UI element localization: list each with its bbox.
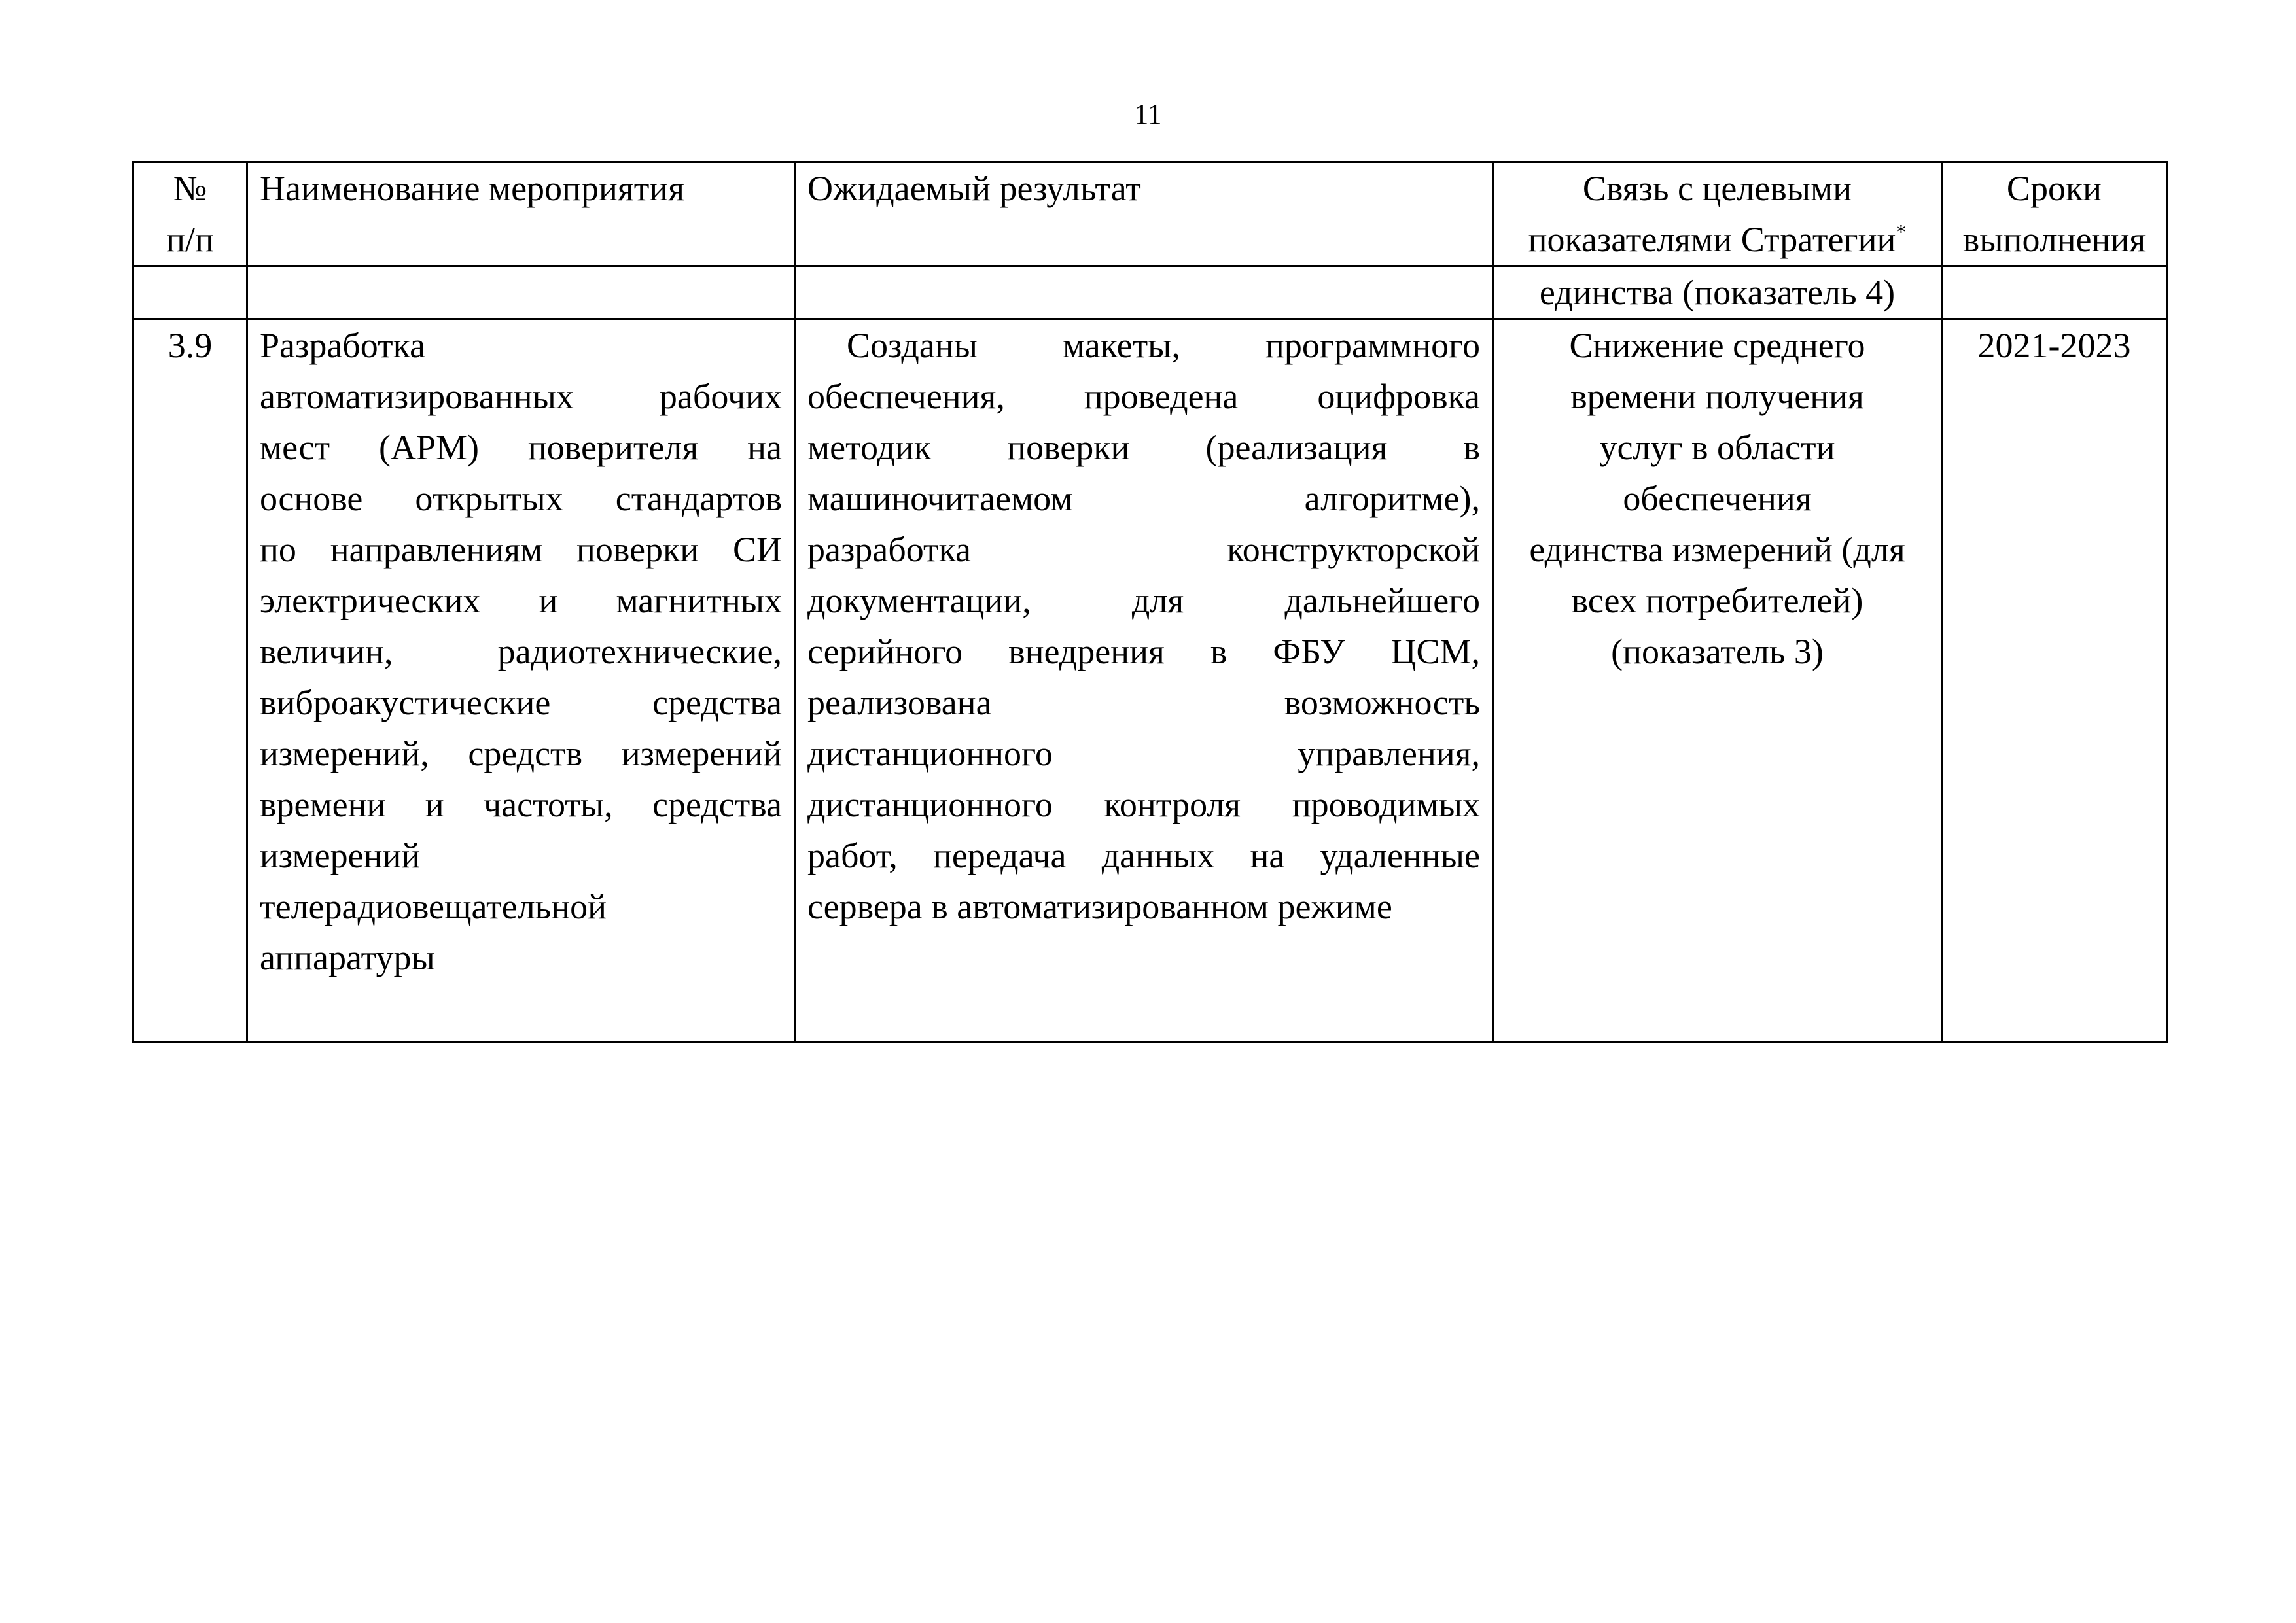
result-line: сервера в автоматизированном режиме bbox=[807, 887, 1392, 926]
link-line: Снижение среднего bbox=[1569, 326, 1865, 365]
footnote-mark: * bbox=[1896, 220, 1907, 243]
result-line: серийного внедрения в ФБУ ЦСМ, bbox=[807, 632, 1480, 671]
result-line: обеспечения, проведена оцифровка bbox=[807, 377, 1480, 416]
header-term-line2: выполнения bbox=[1962, 220, 2146, 259]
name-line: времени и частоты, средства bbox=[260, 785, 782, 824]
row-number: 3.9 bbox=[133, 319, 247, 1043]
name-line: телерадиовещательной bbox=[260, 887, 607, 926]
link-line: (показатель 3) bbox=[1611, 632, 1824, 671]
row-link-cell bbox=[1493, 319, 1942, 1043]
name-line: величин, радиотехнические, bbox=[260, 632, 782, 671]
measures-table bbox=[132, 161, 2168, 1043]
result-line: дистанционного контроля проводимых bbox=[807, 785, 1480, 824]
header-term-line1: Сроки bbox=[2006, 169, 2102, 208]
cont-term-cell bbox=[1942, 266, 2167, 319]
row-result-cell bbox=[795, 319, 1493, 1043]
result-line: документации, для дальнейшего bbox=[807, 581, 1480, 620]
link-line: всех потребителей) bbox=[1571, 581, 1863, 620]
cont-link-cell: единства (показатель 4) bbox=[1493, 266, 1942, 319]
header-number-line2: п/п bbox=[166, 220, 214, 259]
result-line: Созданы макеты, программного bbox=[847, 326, 1480, 365]
name-line: измерений, средств измерений bbox=[260, 734, 782, 773]
page-number: 11 bbox=[1134, 98, 1162, 130]
table-row bbox=[133, 319, 2167, 1043]
cont-name-cell bbox=[247, 266, 795, 319]
link-line: услуг в области bbox=[1599, 428, 1835, 467]
name-line: аппаратуры bbox=[260, 938, 435, 977]
header-result: Ожидаемый результат bbox=[795, 162, 1493, 266]
result-line: разработка конструкторской bbox=[807, 530, 1480, 569]
result-line: реализована возможность bbox=[807, 683, 1480, 722]
name-line: по направлениям поверки СИ bbox=[260, 530, 782, 569]
link-line: единства измерений (для bbox=[1529, 530, 1905, 569]
header-link-line2: показателями Стратегии bbox=[1528, 220, 1896, 259]
header-name: Наименование мероприятия bbox=[247, 162, 795, 266]
header-link-line1: Связь с целевыми bbox=[1582, 169, 1852, 208]
row-name-cell bbox=[247, 319, 795, 1043]
header-number bbox=[133, 162, 247, 266]
name-line: основе открытых стандартов bbox=[260, 479, 782, 518]
result-line: методик поверки (реализация в bbox=[807, 428, 1480, 467]
name-line: мест (АРМ) поверителя на bbox=[260, 428, 782, 467]
continuation-row bbox=[133, 266, 2167, 319]
table-header-row bbox=[133, 162, 2167, 266]
link-line: обеспечения bbox=[1623, 479, 1812, 518]
result-line: дистанционного управления, bbox=[807, 734, 1480, 773]
header-term bbox=[1942, 162, 2167, 266]
cont-result-cell bbox=[795, 266, 1493, 319]
name-line: виброакустические средства bbox=[260, 683, 782, 722]
link-line: времени получения bbox=[1570, 377, 1864, 416]
header-number-line1: № bbox=[173, 169, 207, 208]
name-line: автоматизированных рабочих bbox=[260, 377, 782, 416]
row-term-cell: 2021-2023 bbox=[1942, 319, 2167, 1043]
name-line: измерений bbox=[260, 836, 421, 875]
name-line: Разработка bbox=[260, 326, 426, 365]
header-link bbox=[1493, 162, 1942, 266]
name-line: электрических и магнитных bbox=[260, 581, 782, 620]
cont-number-cell bbox=[133, 266, 247, 319]
header-link-line2-wrap bbox=[1506, 214, 1929, 265]
result-line: работ, передача данных на удаленные bbox=[807, 836, 1480, 875]
result-line: машиночитаемом алгоритме), bbox=[807, 479, 1480, 518]
